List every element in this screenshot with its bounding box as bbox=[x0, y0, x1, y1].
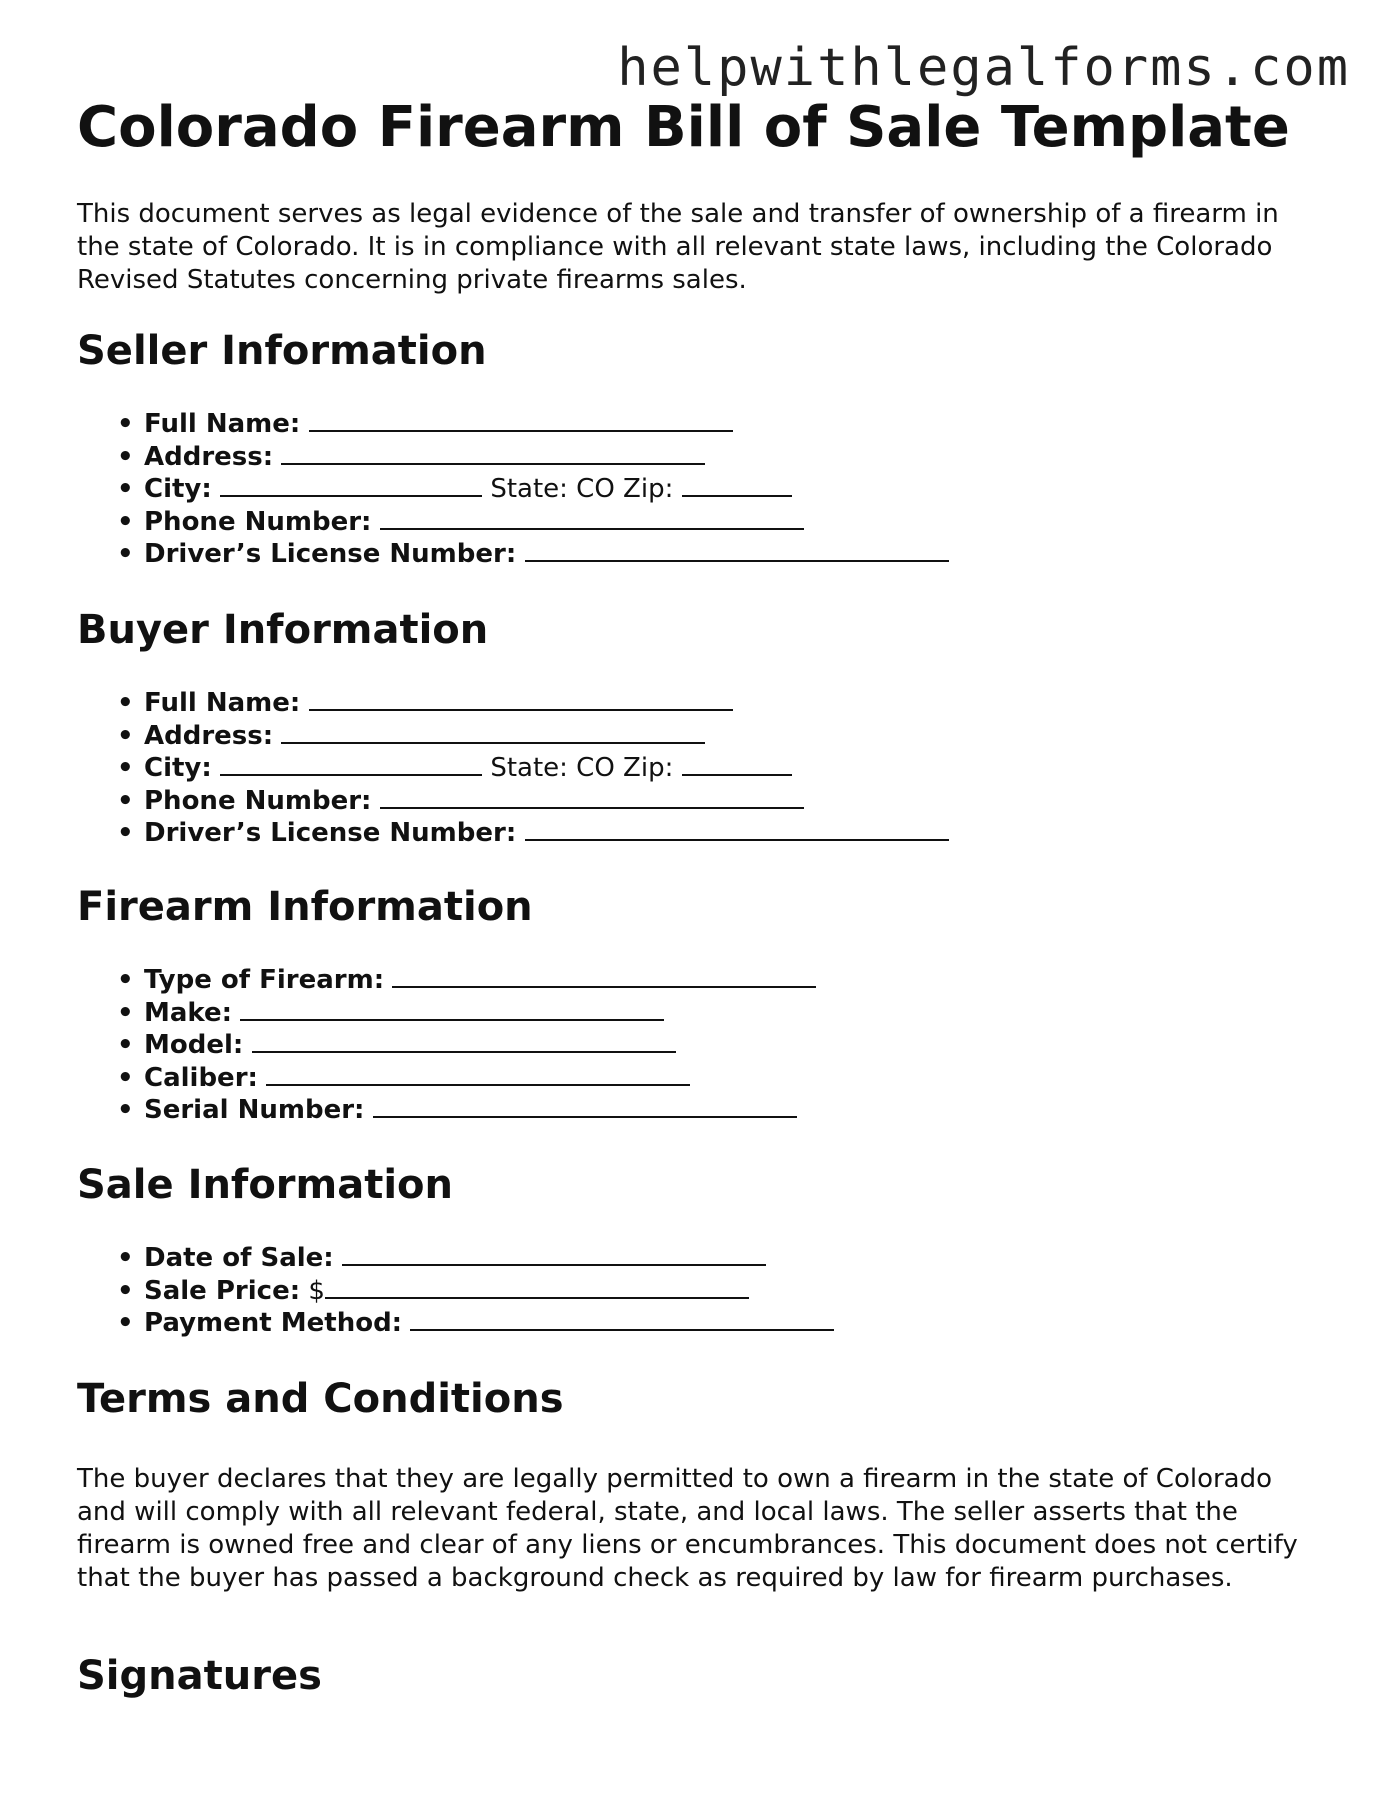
firearm-type-row bbox=[117, 964, 816, 997]
seller-phone-blank[interactable] bbox=[380, 506, 804, 530]
field-label: Full Name: bbox=[144, 409, 301, 439]
buyer-address-blank[interactable] bbox=[281, 720, 705, 744]
seller-city-row bbox=[117, 473, 949, 506]
signatures-heading: Signatures bbox=[77, 1653, 322, 1699]
field-label: City: bbox=[144, 474, 212, 504]
sale-fields bbox=[77, 1242, 834, 1340]
firearm-type-blank[interactable] bbox=[392, 964, 816, 988]
firearm-model-row bbox=[117, 1029, 816, 1062]
field-label: Phone Number: bbox=[144, 506, 372, 537]
bullet-icon: • bbox=[117, 1062, 134, 1093]
state-zip-label: State: CO Zip: bbox=[490, 474, 674, 504]
seller-zip-blank[interactable] bbox=[682, 473, 792, 497]
firearm-make-blank[interactable] bbox=[240, 997, 664, 1021]
field-label: Phone Number: bbox=[144, 785, 372, 816]
field-label: Driver’s License Number: bbox=[144, 818, 517, 848]
seller-address-blank[interactable] bbox=[281, 441, 705, 465]
field-label: Address: bbox=[144, 720, 274, 751]
field-label: Caliber: bbox=[144, 1062, 258, 1093]
buyer-full-name-row bbox=[117, 687, 949, 720]
field-label: Serial Number: bbox=[144, 1095, 365, 1125]
firearm-make-row bbox=[117, 997, 816, 1030]
field-label: Date of Sale: bbox=[144, 1243, 334, 1273]
bullet-icon: • bbox=[117, 409, 134, 439]
bullet-icon: • bbox=[117, 1030, 134, 1060]
bullet-icon: • bbox=[117, 1308, 134, 1338]
bullet-icon: • bbox=[117, 753, 134, 783]
firearm-model-blank[interactable] bbox=[252, 1029, 676, 1053]
bullet-icon: • bbox=[117, 1095, 134, 1125]
terms-heading: Terms and Conditions bbox=[77, 1376, 564, 1422]
buyer-city-blank[interactable] bbox=[220, 752, 482, 776]
seller-license-row bbox=[117, 538, 949, 571]
firearm-caliber-row bbox=[117, 1062, 816, 1095]
firearm-heading: Firearm Information bbox=[77, 884, 533, 930]
buyer-full-name-blank[interactable] bbox=[309, 687, 733, 711]
buyer-city-row bbox=[117, 752, 949, 785]
bullet-icon: • bbox=[117, 506, 134, 537]
firearm-fields bbox=[77, 964, 816, 1127]
seller-full-name-row bbox=[117, 408, 949, 441]
bullet-icon: • bbox=[117, 1275, 134, 1306]
field-label: Full Name: bbox=[144, 688, 301, 718]
field-label: Driver’s License Number: bbox=[144, 539, 517, 569]
field-label: City: bbox=[144, 753, 212, 783]
state-zip-label: State: CO Zip: bbox=[490, 753, 674, 783]
buyer-phone-blank[interactable] bbox=[380, 785, 804, 809]
buyer-address-row bbox=[117, 720, 949, 753]
seller-address-row bbox=[117, 441, 949, 474]
bullet-icon: • bbox=[117, 1243, 134, 1273]
field-label: Address: bbox=[144, 441, 274, 472]
firearm-serial-row bbox=[117, 1094, 816, 1127]
sale-date-row bbox=[117, 1242, 834, 1275]
currency-symbol: $ bbox=[308, 1275, 325, 1306]
bullet-icon: • bbox=[117, 474, 134, 504]
buyer-phone-row bbox=[117, 785, 949, 818]
field-label: Model: bbox=[144, 1030, 244, 1060]
buyer-fields bbox=[77, 687, 949, 850]
field-label: Sale Price: bbox=[144, 1275, 301, 1306]
sale-date-blank[interactable] bbox=[342, 1242, 766, 1266]
terms-paragraph: The buyer declares that they are legally permitted to own a firearm in the state of Colorado and will comply with all relevant federal, state, and local laws. The seller asserts that the firearm is owned free and clear of any liens or encumbrances. This document does not certify that the buyer has passed a background check as required by law for firearm purchases. bbox=[77, 1464, 1298, 1593]
bullet-icon: • bbox=[117, 965, 134, 995]
buyer-license-blank[interactable] bbox=[525, 817, 949, 841]
page-title: Colorado Firearm Bill of Sale Template bbox=[77, 95, 1290, 160]
site-watermark: helpwithlegalforms.com bbox=[617, 38, 1350, 98]
seller-phone-row bbox=[117, 506, 949, 539]
buyer-heading: Buyer Information bbox=[77, 607, 489, 653]
field-label: Make: bbox=[144, 997, 233, 1028]
buyer-zip-blank[interactable] bbox=[682, 752, 792, 776]
seller-full-name-blank[interactable] bbox=[309, 408, 733, 432]
seller-fields bbox=[77, 408, 949, 571]
seller-city-blank[interactable] bbox=[220, 473, 482, 497]
bullet-icon: • bbox=[117, 441, 134, 472]
field-label: Payment Method: bbox=[144, 1308, 403, 1338]
bullet-icon: • bbox=[117, 785, 134, 816]
buyer-license-row bbox=[117, 817, 949, 850]
seller-license-blank[interactable] bbox=[525, 538, 949, 562]
firearm-serial-blank[interactable] bbox=[373, 1094, 797, 1118]
firearm-caliber-blank[interactable] bbox=[266, 1062, 690, 1086]
intro-paragraph: This document serves as legal evidence of the sale and transfer of ownership of a firearm in the state of Colorado. It is in compliance with all relevant state laws, including the Colorado Revised Statutes concerning private firearms sales. bbox=[77, 199, 1279, 295]
sale-heading: Sale Information bbox=[77, 1162, 453, 1208]
bullet-icon: • bbox=[117, 539, 134, 569]
bullet-icon: • bbox=[117, 818, 134, 848]
sale-price-blank[interactable] bbox=[325, 1275, 749, 1299]
sale-payment-blank[interactable] bbox=[410, 1307, 834, 1331]
bullet-icon: • bbox=[117, 997, 134, 1028]
seller-heading: Seller Information bbox=[77, 328, 487, 374]
sale-payment-row bbox=[117, 1307, 834, 1340]
sale-price-row bbox=[117, 1275, 834, 1308]
field-label: Type of Firearm: bbox=[144, 965, 385, 995]
bullet-icon: • bbox=[117, 720, 134, 751]
bullet-icon: • bbox=[117, 688, 134, 718]
